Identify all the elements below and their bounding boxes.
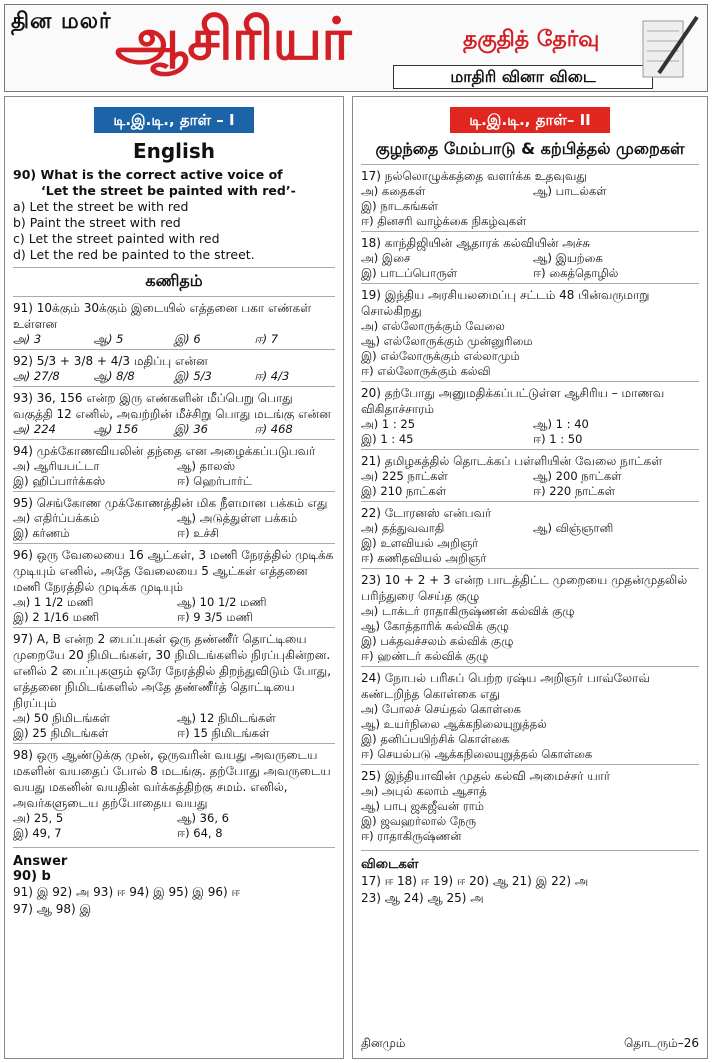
answer-block [13,847,335,918]
option: அ) கதைகள் [361,184,426,198]
option: இ) 210 நாட்கள் [361,484,447,498]
paper-one-tag: டி.இ.டி., தாள் – I [94,107,254,133]
question-options [13,511,335,541]
answers-line-2: 97) ஆ 98) இ [13,902,92,916]
question-text: 95) செங்கோண முக்கோணத்தின் மிக நீளமான பக்கம் எது [13,496,328,510]
option: இ) 2 1/16 மணி [13,610,100,624]
maths-section-title: கணிதம் [13,267,335,292]
question-text: 22) டோரனஸ் என்பவர் [361,506,492,520]
question-block [361,449,699,501]
paper-two-column [352,96,708,1059]
option: ஆ) 12 நிமிடங்கள் [177,711,276,725]
option: அ) 27/8 [13,369,60,383]
option: ஈ) 220 நாட்கள் [533,484,616,498]
option: ஆ) 156 [93,422,139,436]
option: ஆ) 1 : 40 [533,417,589,431]
question-options [13,332,335,347]
option: அ) 225 நாட்கள் [361,469,448,483]
option: அ) 3 [13,332,42,346]
question-block [361,381,699,449]
english-question: 90) What is the correct active voice of ‘Let the street be painted with red’- [13,167,296,198]
option: ஈ) 4/3 [254,369,290,383]
option: ஈ) செயல்படு ஆக்கநிலையுறுத்தல் கொள்கை [361,747,593,761]
question-text: 20) தற்போது அனுமதிக்கப்பட்டுள்ள ஆசிரிய – மாணவ விகிதாச்சாரம் [361,386,665,416]
question-block [361,164,699,231]
option: ஆ) பாடல்கள் [533,184,607,198]
option: ஈ) கைத்தொழில் [533,266,619,280]
answers-line-1: 17) ஈ 18) ஈ 19) ஈ 20) ஆ 21) இ 22) அ [361,874,589,888]
option: இ) பக்தவச்சலம் கல்விக் குழு [361,634,514,648]
option: ஆ) பாபு ஜகஜீவன் ராம் [361,799,485,813]
option: ஆ) 5 [93,332,124,346]
option: அ) டாக்டர் ராதாகிருஷ்ணன் கல்விக் குழு [361,604,575,618]
question-block [361,501,699,568]
option: இ) 49, 7 [13,826,62,840]
option: அ) தத்துவவாதி [361,521,445,535]
option: இ) ஜவஹர்லால் நேரு [361,814,476,828]
answers-line-2: 23) ஆ 24) ஆ 25) அ [361,891,484,905]
question-options [13,595,335,625]
header-banner: மாதிரி வினா விடை [393,65,653,89]
question-text: 19) இந்திய அரசியலமைப்பு சட்டம் 48 பின்வருமாறு சொல்கிறது [361,288,650,318]
answers-title: விடைகள் [361,857,419,872]
question-block [13,386,335,439]
option: இ) 36 [174,422,208,436]
question-text: 91) 10க்கும் 30க்கும் இடையில் எத்தனை பகா எண்கள் உள்ளன [13,301,312,331]
question-block [13,543,335,627]
option: ஆ) 200 நாட்கள் [533,469,622,483]
question-block [361,666,699,764]
option: ஆ) தாலஸ் [177,459,236,473]
footer-left: தினமும் [361,1036,406,1050]
option: அ) 1 : 25 [361,417,416,431]
footer-right: தொடரும்–26 [623,1036,699,1050]
english-section-title: English [132,139,216,163]
newspaper-logo: தின மலர் [11,9,112,34]
option: ஈ) ஹெர்பார்ட் [177,474,253,488]
child-development-questions [361,164,699,846]
page-title: ஆசிரியர் [115,5,351,73]
option: அ) 224 [13,422,56,436]
option: இ) 5/3 [174,369,212,383]
option: இ) பாடப்பொருள் [361,266,458,280]
question-block [13,491,335,543]
english-option: b) Paint the street with red [13,215,181,230]
option: அ) ஆரியபட்டா [13,459,100,473]
question-block [361,283,699,381]
masthead [4,4,708,92]
answers-block [361,850,699,907]
question-text: 93) 36, 156 என்ற இரு எண்களின் மீப்பெறு பொது வகுத்தி 12 எனில், அவற்றின் மீச்சிறு பொது மடங்கு என்ன [13,391,331,421]
option: இ) 6 [174,332,201,346]
option: ஆ) உயர்நிலை ஆக்கநிலையுறுத்தல் [361,717,547,731]
option: ஈ) 1 : 50 [533,432,583,446]
english-option: a) Let the street be with red [13,199,189,214]
option: அ) எதிர்ப்பக்கம் [13,511,100,525]
question-options [361,469,699,499]
option: ஈ) 468 [254,422,293,436]
question-options [13,711,335,741]
option: ஈ) 9 3/5 மணி [177,610,253,624]
question-options [361,417,699,447]
option: ஈ) ஹண்டர் கல்விக் குழு [361,649,489,663]
option: ஆ) எல்லோருக்கும் முன்னுரிமை [361,334,533,348]
question-block [13,349,335,386]
option: இ) கர்ணம் [13,526,70,540]
option: ஆ) விஞ்ஞானி [533,521,614,535]
option: இ) நாடகங்கள் [361,199,439,213]
page-footer [361,1036,699,1052]
question-text: 17) நல்லொழுக்கத்தை வளர்க்க உதவுவது [361,169,587,183]
option: அ) போலச் செய்தல் கொள்கை [361,702,522,716]
option: ஆ) 8/8 [93,369,135,383]
option: அ) இசை [361,251,411,265]
paper-one-column [4,96,344,1059]
question-block [361,231,699,283]
question-options [13,811,335,841]
question-text: 96) ஒரு வேலையை 16 ஆட்கள், 3 மணி நேரத்தில் முடிக்க முடியும் எனில், அதே வேலையை 5 ஆட்கள் எத்தனை மணி நேரத்தில் முடிக்க முடியும் [13,548,334,594]
question-text: 24) நோபல் பரிசுப் பெற்ற ரஷ்ய அறிஞர் பாவ்லோவ் கண்டறிந்த கொள்கை எது [361,671,650,701]
option: ஆ) கோத்தாரிக் கல்விக் குழு [361,619,509,633]
page-subtitle: தகுதித் தேர்வு [463,27,600,52]
option: ஆ) அடுத்துள்ள பக்கம் [177,511,298,525]
question-block [13,627,335,743]
question-block [361,568,699,666]
option: அ) 1 1/2 மணி [13,595,94,609]
option: ஈ) ராதாகிருஷ்ணன் [361,829,462,843]
option: ஆ) 36, 6 [177,811,229,825]
option: ஈ) 15 நிமிடங்கள் [177,726,270,740]
option: ஈ) எல்லோருக்கும் கல்வி [361,364,491,378]
child-development-section-title: குழந்தை மேம்பாடு & கற்பித்தல் முறைகள் [375,139,685,158]
option: ஈ) 7 [254,332,279,346]
option: ஈ) 64, 8 [177,826,223,840]
answer-90: 90) b [13,869,51,884]
question-text: 18) காந்திஜியின் ஆதாரக் கல்வியின் அச்சு [361,236,591,250]
question-text: 92) 5/3 + 3/8 + 4/3 மதிப்பு என்ன [13,354,208,368]
question-text: 98) ஒரு ஆண்டுக்கு முன், ஒருவரின் வயது அவருடைய மகளின் வயதைப் போல் 8 மடங்கு. தற்போது அவருடைய வயது மகனின் வயதின் வர்க்கத்திற்கு சமம். எனில், அவர்களுடைய தற்போதைய வயது [13,748,331,810]
english-option: c) Let the street painted with red [13,231,220,246]
question-block [361,764,699,846]
option: ஆ) இயற்கை [533,251,603,265]
question-block [13,743,335,843]
option: ஈ) தினசரி வாழ்க்கை நிகழ்வுகள் [361,214,527,228]
option: இ) 25 நிமிடங்கள் [13,726,109,740]
question-options [361,251,699,281]
option: இ) 1 : 45 [361,432,414,446]
option: இ) எல்லோருக்கும் எல்லாமும் [361,349,520,363]
question-options [13,459,335,489]
question-text: 23) 10 + 2 + 3 என்ற பாடத்திட்ட முறையை முதன்முதலில் பரிந்துரை செய்த குழு [361,573,688,603]
answers-line-1: 91) இ 92) அ 93) ஈ 94) இ 95) இ 96) ஈ [13,885,240,899]
question-options [13,422,335,437]
option: ஈ) கணிதவியல் அறிஞர் [361,551,487,565]
question-text: 25) இந்தியாவின் முதல் கல்வி அமைச்சர் யார் [361,769,611,783]
question-options [361,521,699,536]
english-options [13,199,335,263]
option: ஆ) 10 1/2 மணி [177,595,267,609]
option: இ) உளவியல் அறிஞர் [361,536,479,550]
pen-illustration-icon [641,11,701,87]
english-option: d) Let the red be painted to the street. [13,247,255,262]
option: அ) அபுல் கலாம் ஆசாத் [361,784,487,798]
option: ஈ) உச்சி [177,526,220,540]
question-text: 94) முக்கோணவியலின் தந்தை என அழைக்கப்படுபவர் [13,444,316,458]
question-block [13,439,335,491]
option: இ) தனிப்பயிற்சிக் கொள்கை [361,732,510,746]
maths-questions [13,296,335,843]
question-text: 21) தமிழகத்தில் தொடக்கப் பள்ளியின் வேலை நாட்கள் [361,454,663,468]
option: அ) எல்லோருக்கும் வேலை [361,319,505,333]
answer-title: Answer [13,854,68,869]
option: இ) ஹிப்பார்க்கஸ் [13,474,106,488]
question-options [13,369,335,384]
question-text: 97) A, B என்ற 2 பைப்புகள் ஒரு தண்ணீர் தொட்டியை முறையே 20 நிமிடங்கள், 30 நிமிடங்களில் நிரப்புகின்றன. எனில் 2 பைப்புகளும் ஒரே நேரத்தில் திறந்துவிடும் போது, எத்தனை நிமிடங்களில் அதே தண்ணீர்த் தொட்டியை நிரப்பும் [13,632,332,710]
option: அ) 25, 5 [13,811,64,825]
paper-two-tag: டி.இ.டி., தாள்– II [450,107,610,133]
question-options [361,184,699,199]
question-block [13,296,335,349]
option: அ) 50 நிமிடங்கள் [13,711,111,725]
